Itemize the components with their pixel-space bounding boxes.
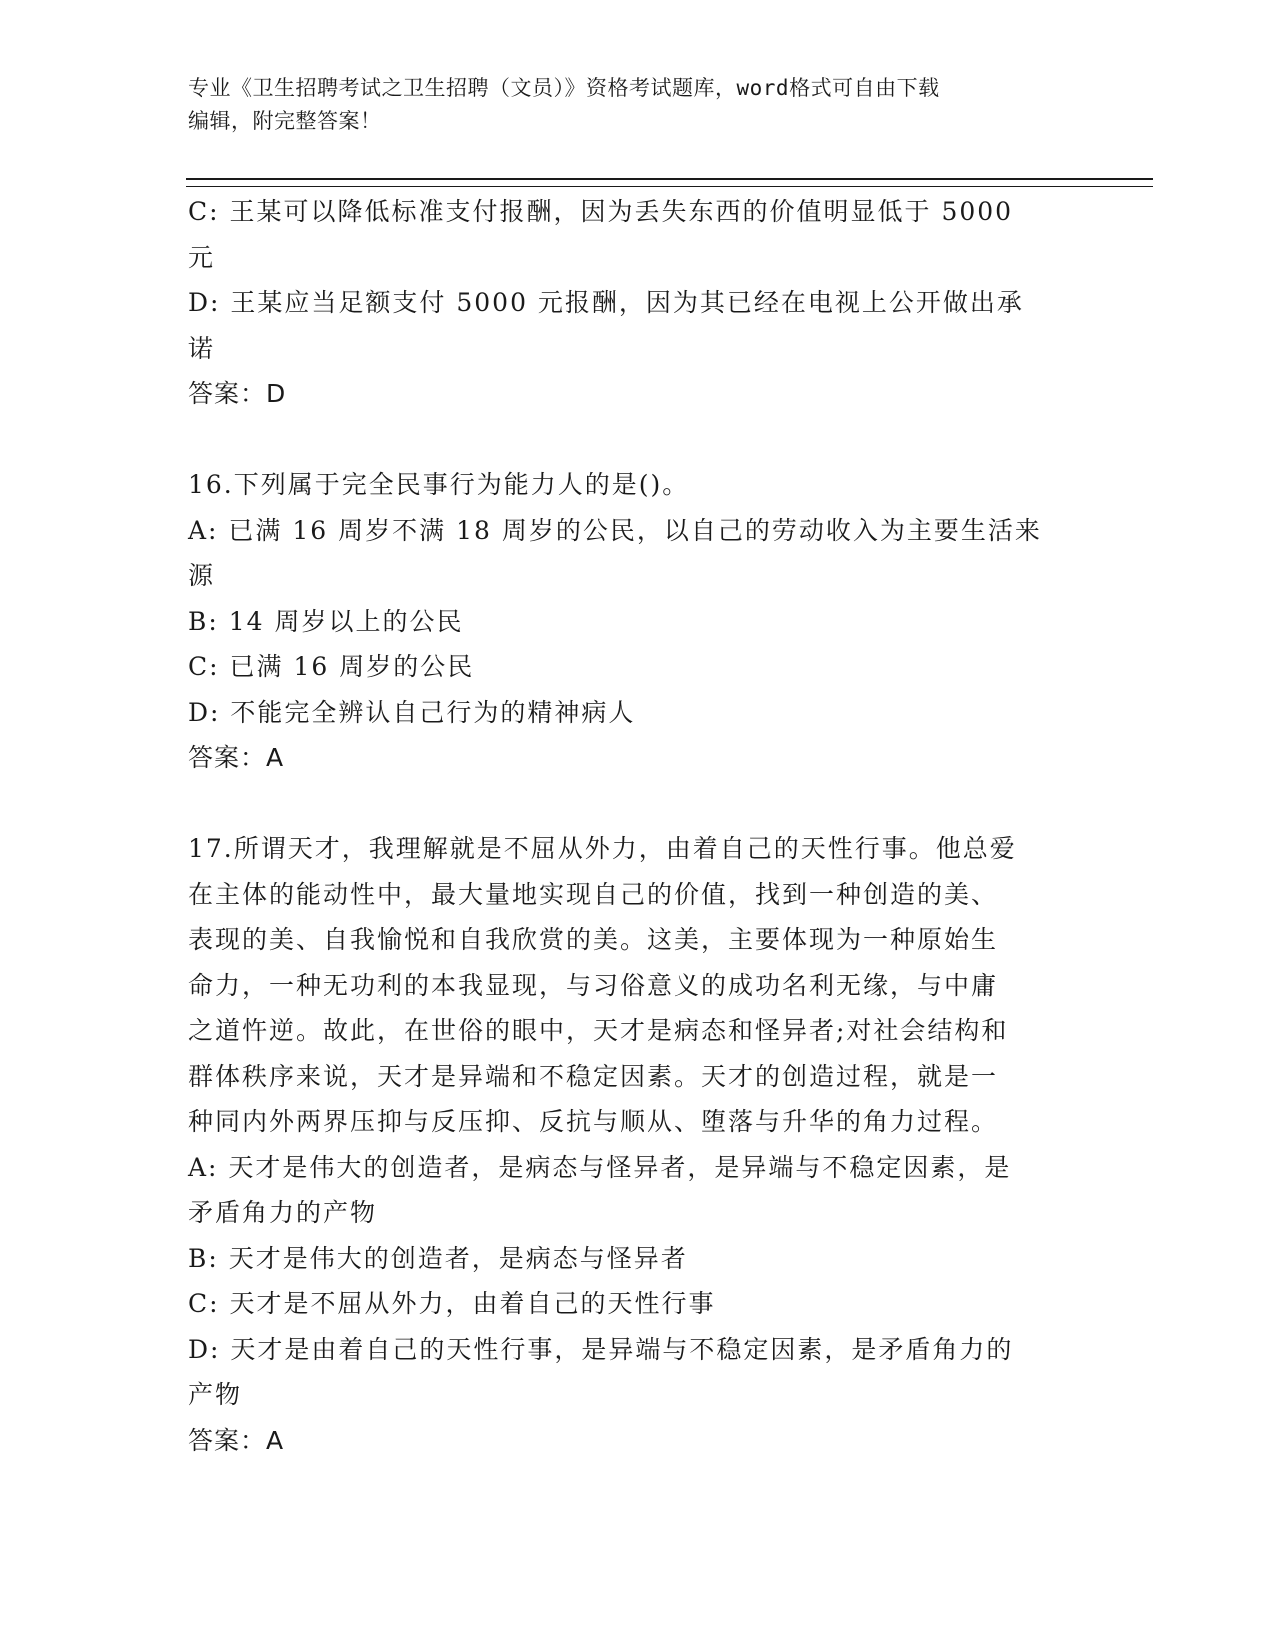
q15-option-c-line-2: 元 [188,242,216,272]
header-line-1: 专业《卫生招聘考试之卫生招聘（文员）》资格考试题库，word格式可自由下载 [188,76,940,100]
q17-stem-line-7: 种同内外两界压抑与反压抑、反抗与顺从、堕落与升华的角力过程。 [188,1107,999,1136]
q17-option-b: B: 天才是伟大的创造者，是病态与怪异者 [188,1243,688,1273]
q15-option-d-line-2: 诺 [188,333,216,363]
header-divider [186,178,1153,187]
q17-stem-line-2: 在主体的能动性中，最大量地实现自己的价值，找到一种创造的美、 [188,879,999,909]
page-header [188,72,1088,138]
question-content [188,189,1088,1463]
q17-option-d-line-1: D: 天才是由着自己的天性行事，是异端与不稳定因素，是矛盾角力的 [188,1334,1014,1364]
q17-stem-line-1: 17.所谓天才，我理解就是不屈从外力，由着自己的天性行事。他总爱 [188,834,1017,863]
q17-answer: 答案：A [188,1425,285,1455]
spacer [188,781,1088,827]
q16-answer: 答案：A [188,743,285,772]
q17-option-d-line-2: 产物 [188,1380,243,1409]
q16-option-c: C: 已满 16 周岁的公民 [188,652,475,681]
q15-option-d-line-1: D: 王某应当足额支付 5000 元报酬，因为其已经在电视上公开做出承 [188,288,1024,317]
q17-stem-line-6: 群体秩序来说，天才是异端和不稳定因素。天才的创造过程，就是一 [188,1061,999,1091]
q17-stem-line-5: 之道忤逆。故此，在世俗的眼中，天才是病态和怪异者;对社会结构和 [188,1016,1009,1045]
question-17 [188,826,1088,1463]
q16-option-a-line-1: A: 已满 16 周岁不满 18 周岁的公民，以自己的劳动收入为主要生活来 [188,515,1042,545]
header-line-2: 编辑，附完整答案！ [188,109,382,133]
spacer [188,417,1088,463]
q17-stem-line-3: 表现的美、自我愉悦和自我欣赏的美。这美，主要体现为一种原始生 [188,925,999,954]
question-15 [188,189,1088,417]
question-16 [188,462,1088,781]
q15-answer: 答案：D [188,379,287,408]
q15-option-c-line-1: C: 王某可以降低标准支付报酬，因为丢失东西的价值明显低于 5000 [188,197,1014,226]
q16-option-a-line-2: 源 [188,561,216,590]
q16-option-d: D: 不能完全辨认自己行为的精神病人 [188,697,636,727]
q17-option-a-line-1: A: 天才是伟大的创造者，是病态与怪异者，是异端与不稳定因素，是 [188,1152,1012,1182]
q16-option-b: B: 14 周岁以上的公民 [188,606,464,636]
q17-option-c: C: 天才是不屈从外力，由着自己的天性行事 [188,1289,716,1318]
q16-stem: 16.下列属于完全民事行为能力人的是()。 [188,470,690,499]
q17-stem-line-4: 命力，一种无功利的本我显现，与习俗意义的成功名利无缘，与中庸 [188,970,999,1000]
q17-option-a-line-2: 矛盾角力的产物 [188,1198,378,1227]
